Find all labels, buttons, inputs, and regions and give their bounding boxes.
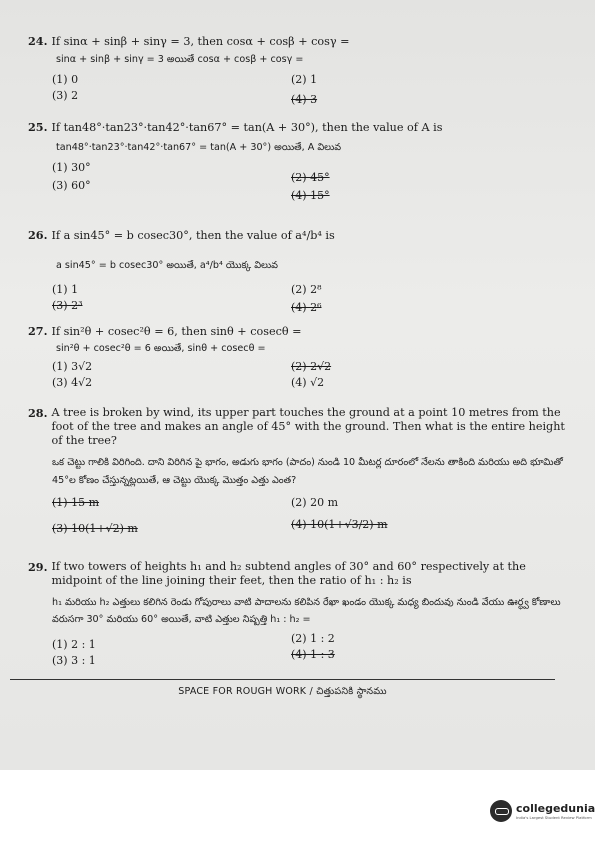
question-text-te: ఒక చెట్టు గాలికి విరిగింది. దాని విరిగిన పై భాగం, అడుగు భాగం (పాదం) నుండి 10 మీటర్ల దూరంలో నేలను తాకింది మరియు అది భూమితో 45°ల కోణం చేస్తున్నట్లయితే, ఆ చెట్టు యొక్క మొత్తం ఎత్తు ఎంత? xyxy=(52,457,563,486)
options xyxy=(28,283,576,315)
question-text-en: If sin²θ + cosec²θ = 6, then sinθ + cosecθ = xyxy=(51,325,302,338)
brand-tagline: India's Largest Student Review Platform xyxy=(516,815,592,820)
question-text-en: If tan48°·tan23°·tan42°·tan67° = tan(A + 30°), then the value of A is xyxy=(51,121,443,134)
options xyxy=(28,496,576,538)
option-1: (1) 2 : 1 xyxy=(52,638,96,651)
option-2: (2) 45° xyxy=(291,171,330,184)
option-4: (4) 3 xyxy=(291,93,318,106)
question-28 xyxy=(28,406,576,538)
options xyxy=(28,161,576,201)
option-4: (4) 2⁶ xyxy=(291,301,322,314)
option-1: (1) 1 xyxy=(52,283,79,296)
option-2: (2) 1 xyxy=(291,73,318,86)
option-4: (4) 10(1+√3/2) m xyxy=(291,518,388,531)
option-1: (1) 0 xyxy=(52,73,79,86)
question-number: 27. xyxy=(28,324,48,338)
option-3: (3) 3 : 1 xyxy=(52,654,96,667)
question-number: 29. xyxy=(28,560,48,574)
option-3: (3) 2³ xyxy=(52,299,83,312)
question-text-te: sinα + sinβ + sinγ = 3 అయితే cosα + cosβ + cosγ = xyxy=(56,54,304,65)
question-number: 25. xyxy=(28,120,48,134)
question-text-te: a sin45° = b cosec30° అయితే, a⁴/b⁴ యొక్క విలువ xyxy=(56,260,278,271)
question-number: 26. xyxy=(28,228,48,242)
question-text-en: If sinα + sinβ + sinγ = 3, then cosα + cosβ + cosγ = xyxy=(51,35,350,48)
question-25 xyxy=(28,120,576,201)
question-text-en: A tree is broken by wind, its upper part touches the ground at a point 10 metres from the foot of the tree and makes an angle of 45° with the ground. Then what is the entire height of the tree? xyxy=(51,406,565,447)
question-29 xyxy=(28,560,576,667)
rough-work-footer: SPACE FOR ROUGH WORK / చిత్తుపనికి స్థానము xyxy=(10,679,555,699)
option-3: (3) 10(1+√2) m xyxy=(52,522,138,535)
option-1: (1) 3√2 xyxy=(52,360,93,373)
question-text-te: h₁ మరియు h₂ ఎత్తులు కలిగిన రెండు గోపురాలు వాటి పాదాలను కలిపిన రేఖా ఖండం యొక్క మధ్య బిందువు నుండి వేయు ఊర్ధ్వ కోణాలు వరుసగా 30° మరియు 60° అయితే, వాటి ఎత్తుల నిష్పత్తి h₁ : h₂ = xyxy=(52,597,561,625)
option-4: (4) 15° xyxy=(291,189,330,202)
option-3: (3) 4√2 xyxy=(52,376,93,389)
option-3: (3) 60° xyxy=(52,179,91,192)
option-4: (4) 1 : 3 xyxy=(291,648,335,661)
options xyxy=(28,360,576,392)
option-1: (1) 30° xyxy=(52,161,91,174)
question-27 xyxy=(28,324,576,392)
collegedunia-logo xyxy=(490,800,595,822)
question-text-en: If a sin45° = b cosec30°, then the value of a⁴/b⁴ is xyxy=(51,229,335,242)
mascot-icon xyxy=(490,800,512,822)
option-2: (2) 1 : 2 xyxy=(291,632,335,645)
question-24 xyxy=(28,34,576,105)
option-2: (2) 2√2 xyxy=(291,360,332,373)
brand-name: collegedunia xyxy=(516,802,595,815)
options xyxy=(28,632,576,667)
question-number: 28. xyxy=(28,406,48,420)
question-text-te: tan48°·tan23°·tan42°·tan67° = tan(A + 30°) అయితే, A విలువ xyxy=(56,142,342,153)
option-1: (1) 15 m xyxy=(52,496,100,509)
question-text-en: If two towers of heights h₁ and h₂ subtend angles of 30° and 60° respectively at the midpoint of the line joining their feet, then the ratio of h₁ : h₂ is xyxy=(51,560,526,587)
question-number: 24. xyxy=(28,34,48,48)
options xyxy=(28,73,576,105)
option-4: (4) √2 xyxy=(291,376,325,389)
option-2: (2) 2⁸ xyxy=(291,283,322,296)
question-26 xyxy=(28,228,576,315)
question-text-te: sin²θ + cosec²θ = 6 అయితే, sinθ + cosecθ = xyxy=(56,343,266,354)
option-3: (3) 2 xyxy=(52,89,79,102)
option-2: (2) 20 m xyxy=(291,496,339,509)
